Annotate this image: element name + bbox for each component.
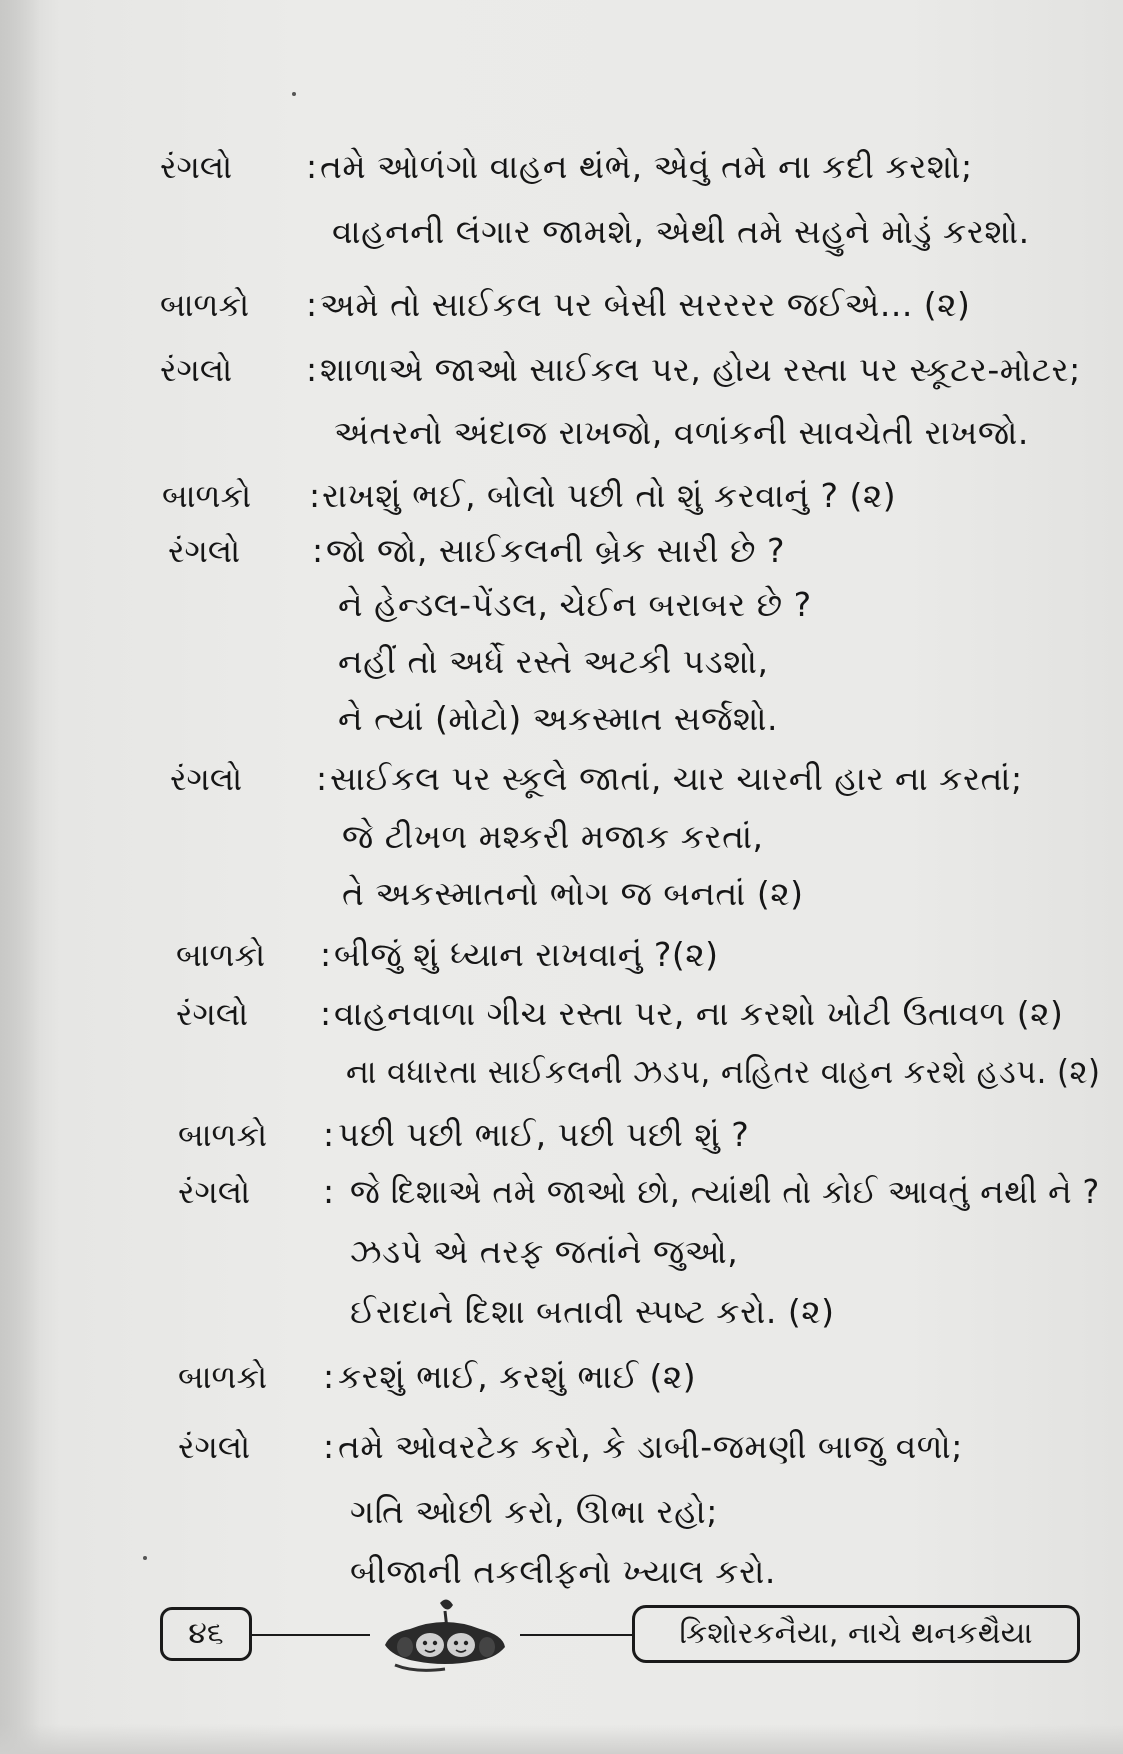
page-footer	[160, 1595, 1080, 1675]
book-title: કિશોરકનૈયા, નાચે થનકથૈયા	[632, 1605, 1080, 1663]
dialogue-line: ના વધારતા સાઈકલની ઝડપ, નહિતર વાહન કરશે હડપ. (૨)	[346, 1052, 1101, 1091]
dialogue-line: તમે ઓળંગો વાહન થંભે, એવું તમે ના કદી કરશો;	[320, 147, 973, 186]
dialogue-line: કરશું ભાઈ, કરશું ભાઈ (૨)	[338, 1357, 697, 1396]
dialogue-line: ઈરાદાને દિશા બતાવી સ્પષ્ટ કરો. (૨)	[350, 1292, 835, 1331]
dialogue-line: ઝડપે એ તરફ જતાંને જુઓ,	[350, 1232, 739, 1271]
speaker-label: બાળકો	[178, 1358, 268, 1396]
speaker-colon: :	[320, 994, 332, 1033]
speaker-label: રંગલો	[170, 760, 243, 798]
dialogue-line: બીજું શું ધ્યાન રાખવાનું ?(૨)	[334, 935, 719, 974]
dialogue-line: અંતરનો અંદાજ રાખજો, વળાંકની સાવચેતી રાખજો.	[334, 413, 1029, 452]
speaker-colon: :	[323, 1357, 335, 1396]
dialogue-line: જે દિશાએ તમે જાઓ છો, ત્યાંથી તો કોઈ આવતું નથી ને ?	[350, 1172, 1100, 1211]
binding-shadow	[0, 0, 40, 1754]
dialogue-line: વાહનવાળા ગીચ રસ્તા પર, ના કરશો ખોટી ઉતાવળ (૨)	[334, 994, 1064, 1033]
speaker-label: બાળકો	[160, 286, 250, 324]
dialogue-line: ને હેન્ડલ-પેંડલ, ચેઈન બરાબર છે ?	[338, 585, 812, 624]
speaker-colon: :	[312, 531, 324, 570]
dialogue-line: ને ત્યાં (મોટો) અકસ્માત સર્જશો.	[338, 699, 779, 738]
speaker-colon: :	[309, 476, 321, 515]
dialogue-line: બીજાની તકલીફનો ખ્યાલ કરો.	[350, 1552, 776, 1591]
paper-speck	[292, 92, 296, 96]
dialogue-line: તમે ઓવરટેક કરો, કે ડાબી-જમણી બાજુ વળો;	[338, 1427, 963, 1466]
dialogue-line: વાહનની લંગાર જામશે, એથી તમે સહુને મોડું કરશો.	[332, 212, 1030, 251]
dialogue-line: અમે તો સાઈકલ પર બેસી સરરરર જઈએ... (૨)	[320, 285, 971, 324]
speaker-colon: :	[323, 1427, 335, 1466]
speaker-label: રંગલો	[168, 532, 241, 570]
paper-speck	[143, 1556, 147, 1560]
speaker-colon: :	[323, 1172, 335, 1211]
dialogue-line: નહીં તો અર્ધે રસ્તે અટકી પડશો,	[338, 642, 769, 681]
dialogue-line: શાળાએ જાઓ સાઈકલ પર, હોય રસ્તા પર સ્કૂટર-મોટર;	[320, 350, 1081, 389]
speaker-label: બાળકો	[178, 1116, 268, 1154]
page-number: ૪૬	[160, 1607, 252, 1661]
speaker-label: રંગલો	[178, 1173, 251, 1211]
bottom-edge-shadow	[0, 1724, 1123, 1754]
dialogue-line: પછી પછી ભાઈ, પછી પછી શું ?	[338, 1115, 750, 1154]
speaker-label: રંગલો	[160, 351, 233, 389]
speaker-label: બાળકો	[162, 477, 252, 515]
dialogue-line: સાઈકલ પર સ્કૂલે જાતાં, ચાર ચારની હાર ના કરતાં;	[330, 759, 1023, 798]
speaker-colon: :	[323, 1115, 335, 1154]
speaker-colon: :	[316, 759, 328, 798]
speaker-colon: :	[320, 935, 332, 974]
speaker-colon: :	[306, 147, 318, 186]
dialogue-line: જે ટીખળ મશ્કરી મજાક કરતાં,	[342, 817, 764, 856]
speaker-colon: :	[306, 285, 318, 324]
dialogue-line: તે અકસ્માતનો ભોગ જ બનતાં (૨)	[342, 874, 804, 913]
speaker-colon: :	[306, 350, 318, 389]
dialogue-line: રાખશું ભઈ, બોલો પછી તો શું કરવાનું ? (૨)	[322, 476, 897, 515]
speaker-label: રંગલો	[178, 1428, 251, 1466]
speaker-label: બાળકો	[176, 936, 266, 974]
children-faces-emblem-icon	[355, 1595, 535, 1675]
speaker-label: રંગલો	[176, 995, 249, 1033]
speaker-label: રંગલો	[160, 148, 233, 186]
footer-rule	[520, 1634, 632, 1636]
footer-rule	[252, 1634, 370, 1636]
dialogue-line: જો જો, સાઈકલની બ્રેક સારી છે ?	[326, 531, 786, 570]
dialogue-line: ગતિ ઓછી કરો, ઊભા રહો;	[350, 1492, 718, 1531]
